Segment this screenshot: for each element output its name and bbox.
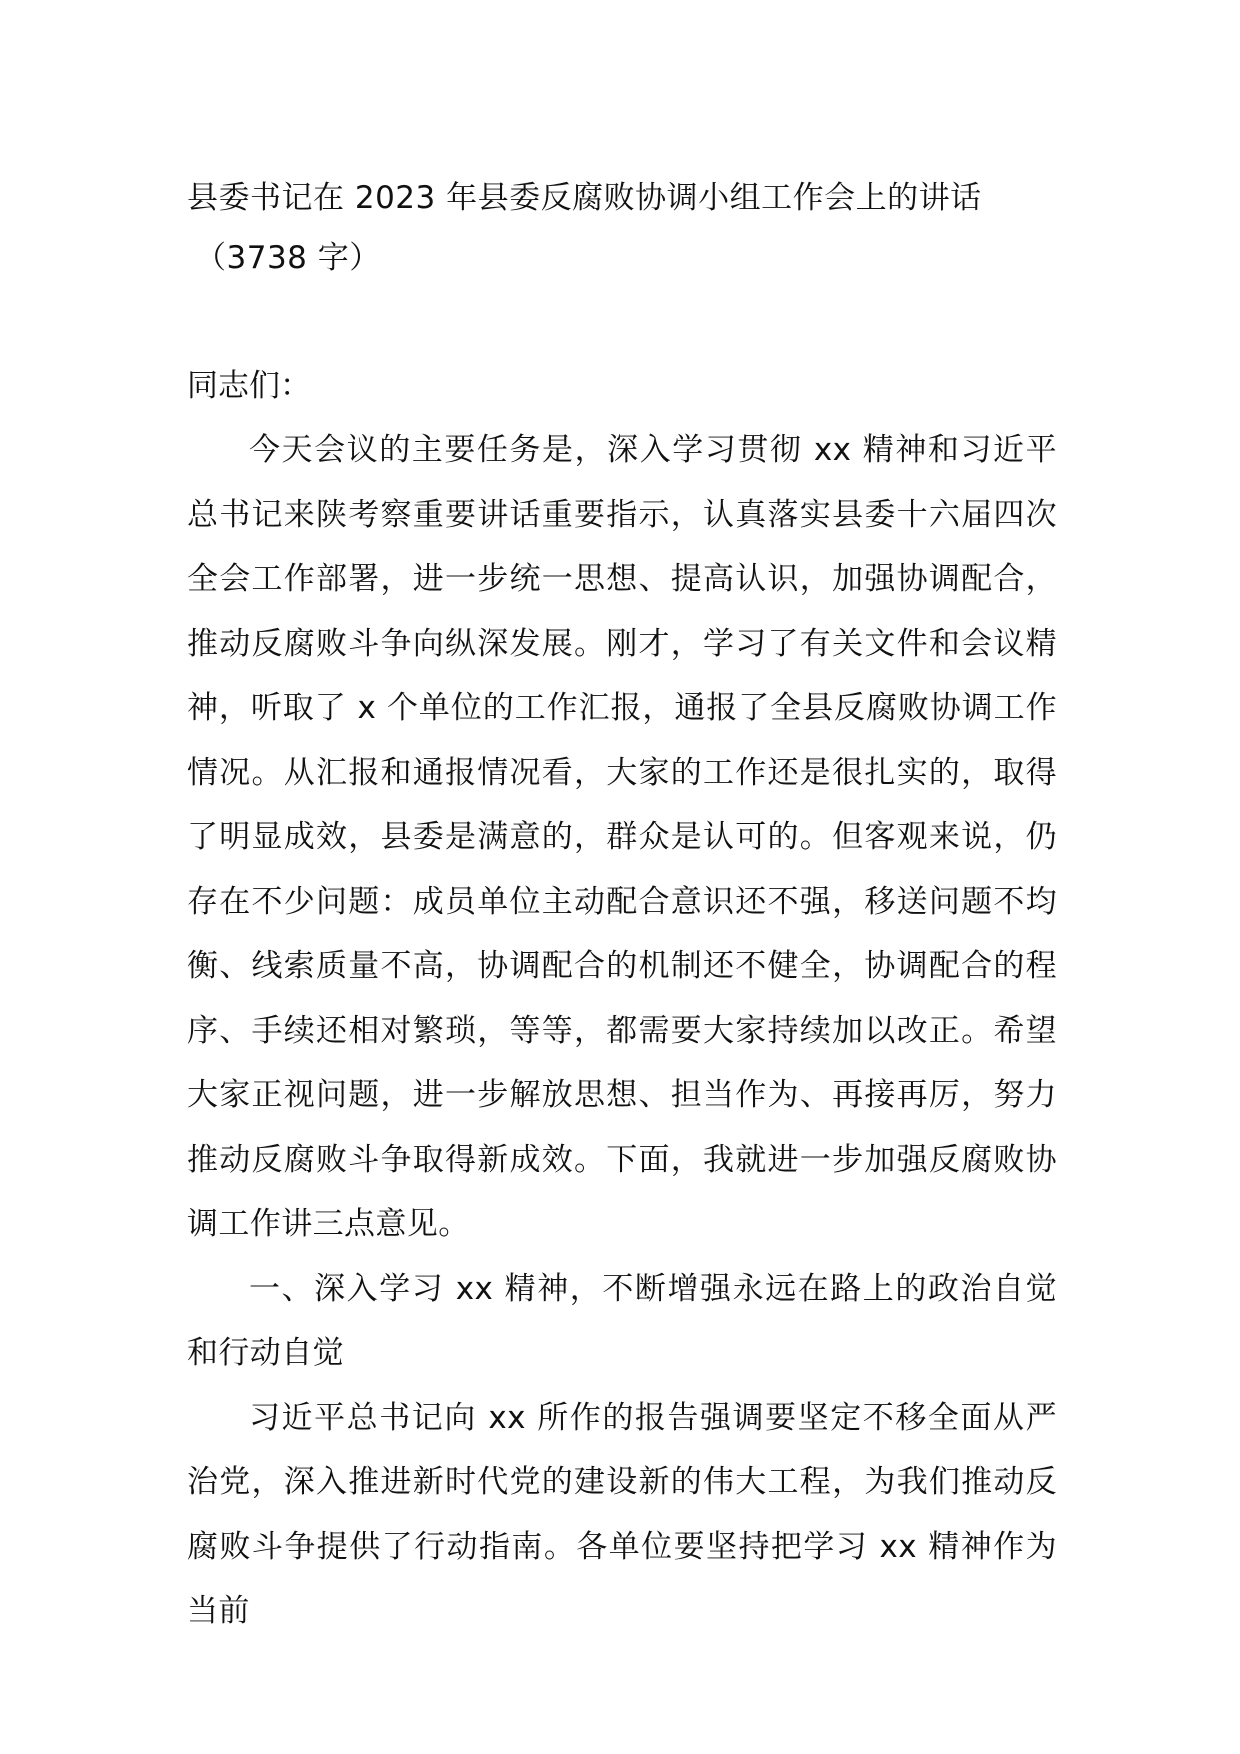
document-title <box>187 168 1057 288</box>
title-main: 县委书记在 2023 年县委反腐败协调小组工作会上的讲话 <box>187 180 982 216</box>
paragraph-intro: 今天会议的主要任务是，深入学习贯彻 xx 精神和习近平总书记来陕考察重要讲话重要指示，认真落实县委十六届四次全会工作部署，进一步统一思想、提高认识，加强协调配合，推动反腐败斗争向纵深发展。刚才，学习了有关文件和会议精神，听取了 x 个单位的工作汇报，通报了全县反腐败协调工作情况。从汇报和通报情况看，大家的工作还是很扎实的，取得了明显成效，县委是满意的，群众是认可的。但客观来说，仍存在不少问题：成员单位主动配合意识还不强，移送问题不均衡、线索质量不高，协调配合的机制还不健全，协调配合的程序、手续还相对繁琐，等等，都需要大家持续加以改正。希望大家正视问题，进一步解放思想、担当作为、再接再厉，努力推动反腐败斗争取得新成效。下面，我就进一步加强反腐败协调工作讲三点意见。 <box>187 432 1057 1242</box>
salutation: 同志们： <box>187 368 311 404</box>
document-body <box>187 168 1057 1644</box>
title-word-count: （3738 字） <box>195 240 381 276</box>
paragraph-section-1: 习近平总书记向 xx 所作的报告强调要坚定不移全面从严治党，深入推进新时代党的建设新的伟大工程，为我们推动反腐败斗争提供了行动指南。各单位要坚持把学习 xx 精神作为当前 <box>187 1399 1057 1629</box>
section-heading-1: 一、深入学习 xx 精神，不断增强永远在路上的政治自觉和行动自觉 <box>187 1270 1057 1371</box>
